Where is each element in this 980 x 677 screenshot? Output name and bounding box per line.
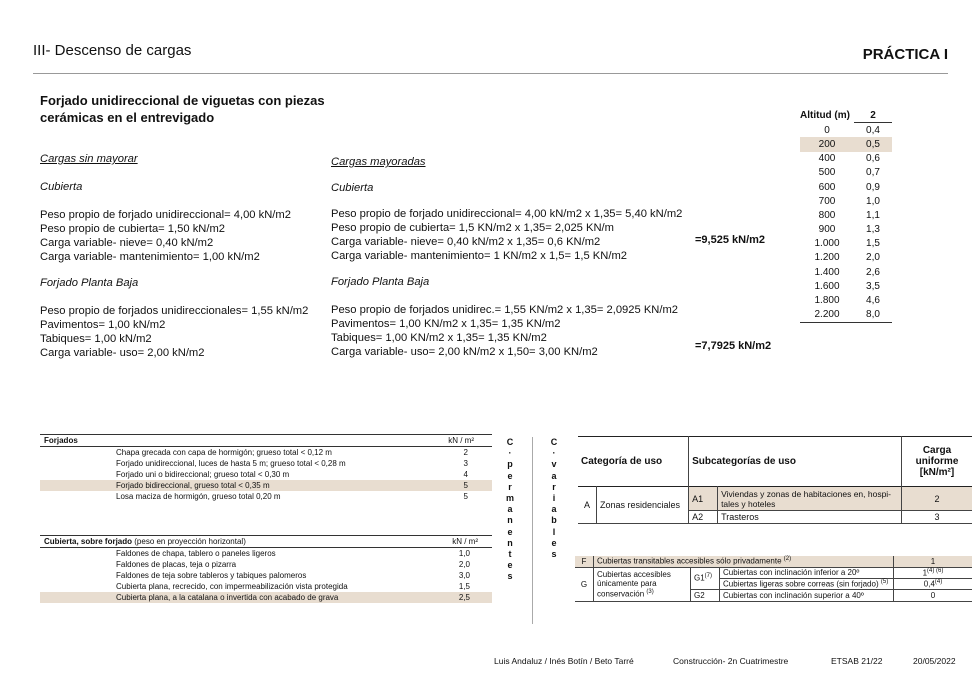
mayoradas-cubierta-title: Cubierta xyxy=(331,182,374,194)
subcategory-text: Cubiertas ligeras sobre correas (sin forjado) $^{(5)}$ xyxy=(720,578,894,589)
load-line: Peso propio de cubierta= 1,5 KN/m2 x 1,35= 2,025 KN/m xyxy=(331,222,614,234)
altitude-row xyxy=(800,166,892,180)
snow-load-value: 1,1 xyxy=(866,209,880,221)
cubierta-table-unit: kN / m² xyxy=(452,537,478,546)
forjados-table xyxy=(40,434,492,502)
vertical-letter: C xyxy=(506,437,514,447)
practice-label: PRÁCTICA I xyxy=(862,46,948,63)
forjado-desc: Forjado unidireccional, luces de hasta 5 m; grueso total < 0,28 m xyxy=(116,459,346,468)
planta-total: =7,7925 kN/m2 xyxy=(695,340,772,352)
altitude-value: 400 xyxy=(818,153,836,165)
cubierta-desc: Cubierta plana, recrecido, con impermeabilización vista protegida xyxy=(116,582,348,591)
forjados-unit: kN / m² xyxy=(448,436,474,445)
vertical-letter: a xyxy=(551,504,557,515)
cubierta-row xyxy=(40,559,492,570)
cargas-mayoradas xyxy=(331,155,682,359)
vertical-letter: e xyxy=(551,537,557,548)
altitude-row xyxy=(800,279,892,293)
snow-load-value: 0,5 xyxy=(866,138,880,150)
altitude-row xyxy=(800,180,892,194)
subcategory-header: Subcategorías de uso xyxy=(689,437,902,487)
vertical-letter: l xyxy=(552,526,556,537)
category-code: G xyxy=(580,579,588,589)
vertical-letter: n xyxy=(507,537,513,548)
vertical-letter: a xyxy=(507,504,513,515)
vertical-letter: a xyxy=(551,470,557,481)
section-title: III- Descenso de cargas xyxy=(33,42,192,59)
footer-school: ETSAB 21/22 xyxy=(831,656,883,666)
category-name: Zonas residenciales xyxy=(597,487,689,524)
cubierta-desc: Faldones de chapa, tablero o paneles ligeros xyxy=(116,549,276,558)
forjado-load: 5 xyxy=(463,492,468,501)
load-line: Carga variable- mantenimiento= 1 KN/m2 x 1,5= 1,5 KN/m2 xyxy=(331,250,627,262)
forjado-desc: Forjado uni o bidireccional; grueso total < 0,30 m xyxy=(116,470,290,479)
document-title: Forjado unidireccional de viguetas con piezas cerámicas en el entrevigado xyxy=(40,93,325,125)
vertical-letter: · xyxy=(552,448,556,459)
roof-usage-table xyxy=(575,556,972,602)
vertical-letter: m xyxy=(505,493,514,504)
footer-date: 20/05/2022 xyxy=(913,656,956,666)
snow-load-value: 0,9 xyxy=(866,181,880,193)
altitude-row xyxy=(800,265,892,279)
load-line: Peso propio de cubierta= 1,50 kN/m2 xyxy=(40,223,226,235)
altitude-value: 0 xyxy=(824,124,830,136)
altitude-row xyxy=(800,308,892,323)
forjado-load: 2 xyxy=(463,448,468,457)
altitude-snow-table xyxy=(800,108,892,323)
sin-mayorar-planta-title: Forjado Planta Baja xyxy=(40,277,139,289)
snow-load-value: 3,5 xyxy=(866,280,880,292)
load-line: Carga variable- uso= 2,00 kN/m2 x 1,50= 3,00 KN/m2 xyxy=(331,346,598,358)
altitude-row xyxy=(800,293,892,307)
forjado-row xyxy=(40,458,492,469)
forjado-load: 4 xyxy=(463,470,468,479)
altitude-value: 1.800 xyxy=(814,295,840,307)
altitude-value: 700 xyxy=(818,195,836,207)
altitude-value: 900 xyxy=(818,224,836,236)
sin-mayorar-heading: Cargas sin mayorar xyxy=(40,153,138,165)
load-line: Pavimentos= 1,00 kN/m2 xyxy=(40,319,166,331)
altitude-row xyxy=(800,194,892,208)
cubierta-load: 2,5 xyxy=(458,593,470,602)
cubierta-load: 1,5 xyxy=(458,582,470,591)
category-text: Cubiertas transitables accesibles sólo privadamente $^{(2)}$ xyxy=(594,556,894,567)
load-line: Carga variable- nieve= 0,40 kN/m2 x 1,35= 0,6 KN/m2 xyxy=(331,236,601,248)
load-line: Carga variable- mantenimiento= 1,00 kN/m2 xyxy=(40,251,260,263)
subcategory-text: Viviendas y zonas de habitaciones en, hospi-tales y hoteles xyxy=(718,487,902,511)
vertical-letter: s xyxy=(507,571,513,582)
usage-category-table xyxy=(578,436,972,524)
snow-load-value: 1,5 xyxy=(866,238,880,250)
sin-mayorar-cubierta-title: Cubierta xyxy=(40,181,83,193)
snow-load-value: 8,0 xyxy=(854,308,892,323)
mayoradas-heading: Cargas mayoradas xyxy=(331,156,426,168)
cubierta-row xyxy=(40,570,492,581)
forjado-row xyxy=(40,469,492,480)
altitude-value: 1.200 xyxy=(814,252,840,264)
snow-load-value: 2,0 xyxy=(866,252,880,264)
altitude-row xyxy=(800,152,892,166)
altitude-row xyxy=(800,223,892,237)
subcategory-code: G2 xyxy=(691,589,720,601)
altitude-value: 1.400 xyxy=(814,266,840,278)
header-divider xyxy=(33,73,948,74)
altitude-value: 200 xyxy=(818,138,836,150)
subcategory-text: Cubiertas con inclinación inferior a 20º xyxy=(720,567,894,578)
altitude-value: 500 xyxy=(818,167,836,179)
forjado-desc: Chapa grecada con capa de hormigón; grueso total < 0,12 m xyxy=(116,448,332,457)
vertical-letter: · xyxy=(508,448,512,459)
variables-vertical-label xyxy=(549,437,559,560)
vertical-letter: e xyxy=(507,560,513,571)
footer-authors: Luis Andaluz / Inés Botín / Beto Tarré xyxy=(494,656,634,666)
category-header: Categoría de uso xyxy=(581,456,663,467)
load-line: Peso propio de forjados unidireccionales= 1,55 kN/m2 xyxy=(40,305,309,317)
vertical-letter: r xyxy=(508,481,512,492)
load-value: $1^{(4) (6)}$ xyxy=(894,567,973,578)
altitude-row xyxy=(800,137,892,151)
load-line: Tabiques= 1,00 kN/m2 xyxy=(40,333,152,345)
load-value: 3 xyxy=(902,511,973,524)
cubierta-load: 3,0 xyxy=(458,571,470,580)
cubierta-table xyxy=(40,535,492,603)
snow-load-value: 0,4 xyxy=(866,124,880,136)
vertical-letter: e xyxy=(507,470,513,481)
vertical-letter: v xyxy=(551,459,557,470)
forjado-row xyxy=(40,491,492,502)
altitude-row xyxy=(800,208,892,222)
snow-load-value: 1,3 xyxy=(866,224,880,236)
vertical-letter: i xyxy=(552,493,556,504)
mayoradas-planta-title: Forjado Planta Baja xyxy=(331,276,430,288)
altitude-value: 1.600 xyxy=(814,280,840,292)
altitude-value: 1.000 xyxy=(814,238,840,250)
load-line: Carga variable- uso= 2,00 kN/m2 xyxy=(40,347,205,359)
category-code: F xyxy=(581,556,587,566)
subcategory-text: Trasteros xyxy=(718,511,902,524)
altitude-row xyxy=(800,237,892,251)
permanentes-vertical-label xyxy=(505,437,515,583)
load-line: Pavimentos= 1,00 KN/m2 x 1,35= 1,35 KN/m2 xyxy=(331,318,561,330)
vertical-letter: b xyxy=(551,515,557,526)
altitude-header: Altitud (m) xyxy=(800,109,850,121)
load-value: 0 xyxy=(894,589,973,601)
cubierta-row xyxy=(40,581,492,592)
category-text: Cubiertas accesibles únicamente para conservación $^{(3)}$ xyxy=(594,567,691,601)
cubierta-total: =9,525 kN/m2 xyxy=(695,234,766,246)
cubierta-desc: Cubierta plana, a la catalana o invertida con acabado de grava xyxy=(116,593,339,602)
subcategory-code: G1$^{(7)}$ xyxy=(691,567,720,589)
snow-load-value: 2,6 xyxy=(866,266,880,278)
subcategory-text: Cubiertas con inclinación superior a 40º xyxy=(720,589,894,601)
load-line: Peso propio de forjado unidireccional= 4,00 kN/m2 xyxy=(40,209,291,221)
forjado-load: 5 xyxy=(463,481,468,490)
cubierta-load: 2,0 xyxy=(458,560,470,569)
zone-header: 2 xyxy=(854,108,892,123)
vertical-letter: s xyxy=(551,549,557,560)
subcategory-code: A2 xyxy=(689,511,718,524)
forjados-title: Forjados xyxy=(44,436,78,445)
load-header: Carga uniforme [kN/m²] xyxy=(902,437,973,487)
vertical-letter: p xyxy=(507,459,513,470)
snow-load-value: 4,6 xyxy=(866,295,880,307)
subcategory-code: A1 xyxy=(689,487,718,511)
altitude-value: 2.200 xyxy=(800,308,854,323)
vertical-letter: e xyxy=(507,526,513,537)
snow-load-value: 0,7 xyxy=(866,167,880,179)
cubierta-row xyxy=(40,592,492,603)
forjado-row xyxy=(40,447,492,459)
forjado-desc: Forjado bidireccional, grueso total < 0,35 m xyxy=(116,481,270,490)
cubierta-desc: Faldones de placas, teja o pizarra xyxy=(116,560,237,569)
vertical-letter: t xyxy=(508,549,512,560)
load-line: Tabiques= 1,00 KN/m2 x 1,35= 1,35 KN/m2 xyxy=(331,332,547,344)
cargas-sin-mayorar xyxy=(40,152,308,360)
altitude-value: 800 xyxy=(818,209,836,221)
load-value: 2 xyxy=(902,487,973,511)
snow-load-value: 0,6 xyxy=(866,153,880,165)
footer-course: Construcción- 2n Cuatrimestre xyxy=(673,656,789,666)
forjado-desc: Losa maciza de hormigón, grueso total 0,20 m xyxy=(116,492,281,501)
forjado-load: 3 xyxy=(463,459,468,468)
altitude-value: 600 xyxy=(818,181,836,193)
load-line: Peso propio de forjado unidireccional= 4,00 kN/m2 x 1,35= 5,40 kN/m2 xyxy=(331,208,683,220)
vertical-letter: C xyxy=(550,437,558,447)
cubierta-table-title: Cubierta, sobre forjado (peso en proyección horizontal) xyxy=(44,537,246,546)
load-line: Carga variable- nieve= 0,40 kN/m2 xyxy=(40,237,214,249)
forjado-row xyxy=(40,480,492,491)
cubierta-load: 1,0 xyxy=(458,549,470,558)
load-line: Peso propio de forjados unidirec.= 1,55 KN/m2 x 1,35= 2,0925 KN/m2 xyxy=(331,304,679,316)
vertical-letter: n xyxy=(507,515,513,526)
snow-load-value: 1,0 xyxy=(866,195,880,207)
load-value: 1 xyxy=(894,556,973,567)
category-code: A xyxy=(578,487,597,524)
vertical-letter: r xyxy=(552,481,556,492)
cubierta-row xyxy=(40,548,492,560)
column-divider xyxy=(532,437,533,624)
altitude-row xyxy=(800,123,892,138)
cubierta-desc: Faldones de teja sobre tableros y tabiques palomeros xyxy=(116,571,307,580)
altitude-row xyxy=(800,251,892,265)
load-value: 0,4$^{(4)}$ xyxy=(894,578,973,589)
